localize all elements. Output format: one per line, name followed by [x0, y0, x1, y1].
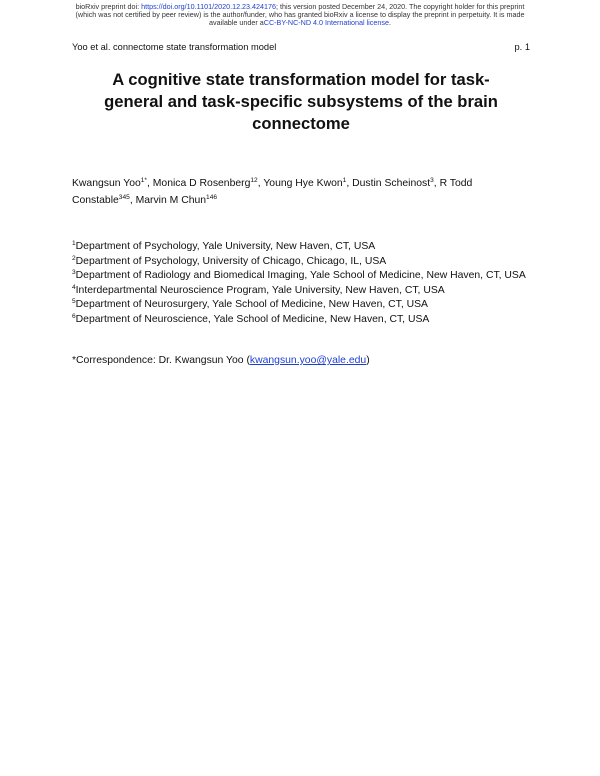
author-list	[72, 176, 530, 209]
doi-link[interactable]: https://doi.org/10.1101/2020.12.23.424176	[141, 2, 277, 11]
title-line-3: connectome	[252, 114, 350, 133]
running-title: Yoo et al. connectome state transformation model	[72, 42, 277, 52]
page-number: p. 1	[514, 42, 530, 52]
notice-line-3: available under aCC-BY-NC-ND 4.0 International license.	[209, 18, 391, 28]
affiliation-item: $^6$Department of Neuroscience, Yale School of Medicine, New Haven, CT, USA	[72, 312, 430, 325]
author: Monica D Rosenberg$^{12}$,	[152, 177, 264, 189]
author: Dustin Scheinost$^3$,	[352, 177, 440, 189]
author: Young Hye Kwon$^1$,	[263, 177, 353, 189]
email-link[interactable]: kwangsun.yoo@yale.edu	[249, 355, 367, 366]
affiliation-item: $^4$Interdepartmental Neuroscience Program, Yale University, New Haven, CT, USA	[72, 283, 445, 296]
correspondence: *Correspondence: Dr. Kwangsun Yoo (kwangsun.yoo@yale.edu)	[72, 355, 370, 366]
license-link[interactable]: CC-BY-NC-ND 4.0 International license	[263, 18, 389, 28]
affiliation-item: $^1$Department of Psychology, Yale University, New Haven, CT, USA	[72, 240, 376, 252]
title-line-1: A cognitive state transformation model for task-	[112, 70, 490, 89]
affiliation-item: $^5$Department of Neurosurgery, Yale School of Medicine, New Haven, CT, USA	[72, 298, 428, 310]
author: Kwangsun Yoo$^{1*}$,	[72, 177, 153, 189]
title-line-2: general and task-specific subsystems of the brain	[104, 92, 498, 111]
running-header	[72, 42, 530, 52]
notice-line-1: bioRxiv preprint doi: https://doi.org/10.1101/2020.12.23.424176; this version posted December 24, 2020. The copyright holder for this preprint	[75, 2, 525, 11]
author: R Todd Constable$^{345}$,	[72, 178, 473, 206]
notice-line-2: (which was not certified by peer review) is the author/funder, who has granted bioRxiv a license to display the preprint in perpetuity. It is made	[75, 10, 525, 20]
affiliation-item: $^2$Department of Psychology, University of Chicago, Chicago, IL, USA	[72, 254, 387, 267]
paper-title	[72, 69, 530, 135]
author: Marvin M Chun$^{146}$	[135, 193, 218, 206]
affiliation-list	[72, 240, 530, 327]
biorxiv-notice	[0, 3, 600, 28]
affiliation-item: $^3$Department of Radiology and Biomedical Imaging, Yale School of Medicine, New Haven, CT, USA	[72, 269, 526, 281]
